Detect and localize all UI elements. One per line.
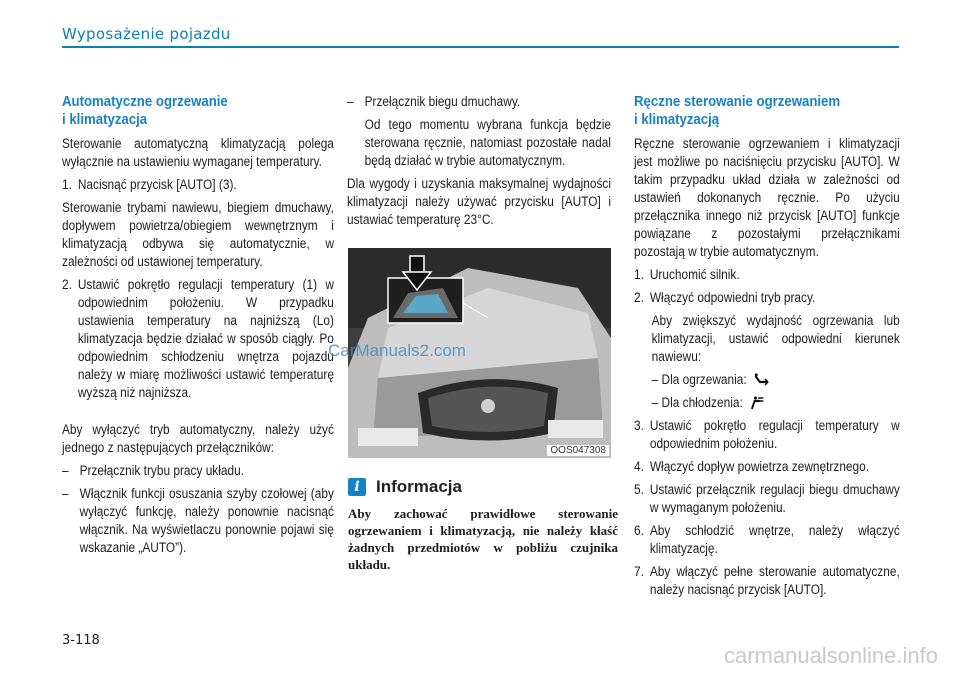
dash-item: – Włącznik funkcji osuszania szyby czołowej (aby wyłączyć funkcję, należy ponownie nacisnąć włącznik. Na wyświetlaczu ponownie pojawi się wskazanie „AUTO”). xyxy=(62,486,334,555)
page-number: 3-118 xyxy=(62,633,100,648)
heading-manual-climate: Ręczne sterowanie ogrzewaniem i klimatyzacją xyxy=(634,93,841,128)
numbered-step: 5. Ustawić przełącznik regulacji biegu dmuchawy w wymaganym położeniu. xyxy=(634,482,900,515)
paragraph: Sterowanie automatyczną klimatyzacją polega wyłącznie na ustawieniu wymaganej temperatury. xyxy=(62,136,334,169)
paragraph: Ręczne sterowanie ogrzewaniem i klimatyzacji jest możliwe po naciśnięciu przycisku [AUTO]. W takim przypadku układ działa w zależności od ustawień dokonanych ręcznie. Po użyciu przełącznika innego niż przycisk [AUTO] funkcje powiązane z pozostałymi przełącznikami pozostają w trybie automatycznym. xyxy=(634,136,900,259)
numbered-step: 1. Uruchomić silnik. xyxy=(634,267,740,282)
site-watermark: carmanualsonline.info xyxy=(723,643,938,668)
face-vent-icon xyxy=(750,396,766,410)
info-icon: i xyxy=(348,478,366,496)
floor-vent-icon xyxy=(754,373,770,387)
info-title: Informacja xyxy=(376,477,462,496)
numbered-step: 2. Włączyć odpowiedni tryb pracy. xyxy=(634,290,816,305)
numbered-step: 6. Aby schłodzić wnętrze, należy włączyć klimatyzację. xyxy=(634,523,900,556)
numbered-step: 3. Ustawić pokrętło regulacji temperatury w odpowiednim położeniu. xyxy=(634,418,900,451)
paragraph: Sterowanie trybami nawiewu, biegiem dmuchawy, dopływem powietrza/obiegiem wewnętrznym i klimatyzacją odbywa się automatycznie, w zależności od ustawionej temperatury. xyxy=(62,200,334,269)
section-title: Wyposażenie pojazdu xyxy=(62,25,231,43)
dash-item: – Przełącznik biegu dmuchawy. xyxy=(347,94,521,109)
column-middle xyxy=(347,93,611,234)
cooling-mode-line: – Dla chłodzenia: xyxy=(634,394,900,412)
info-box xyxy=(348,477,618,573)
numbered-step: 2. Ustawić pokrętło regulacji temperatury (1) w odpowiednim położeniu. W przypadku ustawienia temperatury na najniższą (Lo) klimatyzacja będzie działać w sposób ciągły. Po odpowiednim schłodzeniu wnętrza pojazdu należy w miarę możliwości ustawić temperaturę wyższą niż najniższa. xyxy=(62,277,334,400)
watermark: CarManuals2.com xyxy=(328,341,466,360)
numbered-step: 7. Aby włączyć pełne sterowanie automatyczne, należy nacisnąć przycisk [AUTO]. xyxy=(634,564,900,597)
numbered-step: 4. Włączyć dopływ powietrza zewnętrznego. xyxy=(634,459,870,474)
column-right xyxy=(634,93,900,604)
dash-item: – Przełącznik trybu pracy układu. xyxy=(62,463,245,478)
indented-paragraph: Aby zwiększyć wydajność ogrzewania lub klimatyzacji, ustawić odpowiedni kierunek nawiewu: xyxy=(651,313,900,364)
column-left xyxy=(62,93,334,562)
paragraph: Aby wyłączyć tryb automatyczny, należy użyć jednego z następujących przełączników: xyxy=(62,422,334,455)
figure-code: OOS047308 xyxy=(547,445,609,456)
header-divider xyxy=(62,46,899,48)
heating-mode-line: – Dla ogrzewania: xyxy=(634,371,900,389)
indented-paragraph: Od tego momentu wybrana funkcja będzie sterowana ręcznie, natomiast pozostałe nadal będą działać w trybie automatycznym. xyxy=(364,117,611,168)
info-text: Aby zachować prawidłowe sterowanie ogrzewaniem i klimatyzacją, nie należy kłaść żadnych przedmiotów w pobliżu czujnika układu. xyxy=(348,506,618,572)
heading-auto-climate: Automatyczne ogrzewanie i klimatyzacja xyxy=(62,93,228,128)
paragraph: Dla wygody i uzyskania maksymalnej wydajności klimatyzacji należy używać przycisku [AUTO] i ustawiać temperaturę 23°C. xyxy=(347,176,611,227)
numbered-step: 1. Nacisnąć przycisk [AUTO] (3). xyxy=(62,177,237,192)
